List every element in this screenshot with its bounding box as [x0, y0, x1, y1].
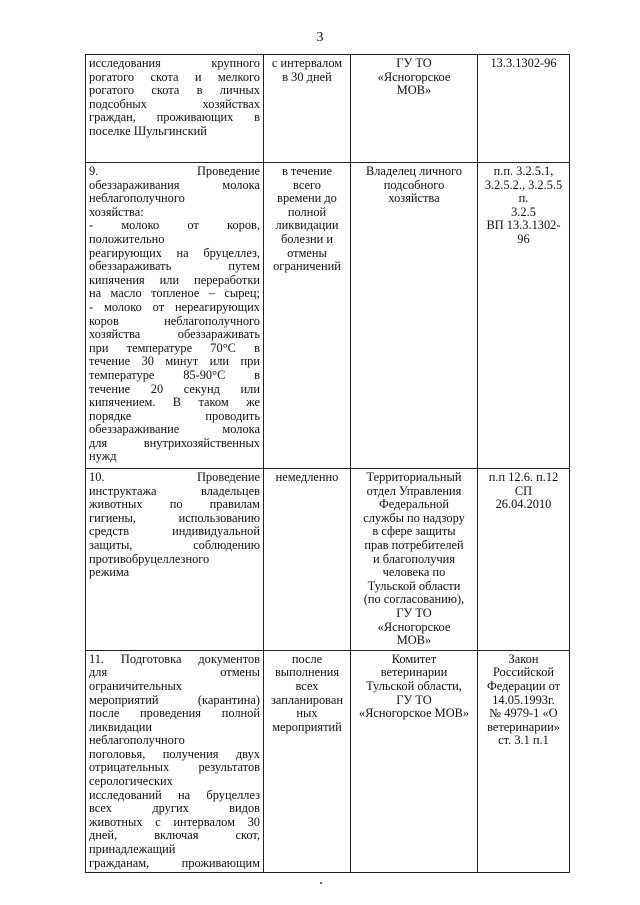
cell-text-line: ветеринарии — [380, 665, 448, 680]
cell-text-line: течение 30 минут или при — [89, 354, 260, 369]
cell-text-line: в сфере защиты — [372, 524, 456, 539]
cell-text-line: Комитет — [391, 651, 437, 666]
cell-text-line: в течение — [281, 164, 333, 178]
cell-text-line: противобруцеллезного — [89, 551, 210, 566]
table-row — [86, 650, 570, 873]
cell-text-line: 3.2.5 — [511, 204, 536, 219]
cell-text-line: гигиены, использованию — [89, 510, 260, 525]
cell-text-line: немедленно — [275, 470, 339, 484]
cell-text-line: Территориальный — [366, 470, 462, 484]
task-cell — [86, 55, 264, 163]
cell-text-line: серологических — [89, 774, 173, 789]
cell-text-line: Закон — [508, 651, 539, 666]
task-cell — [86, 650, 264, 873]
cell-text-line: для внутрихозяйственных — [89, 435, 260, 450]
basis-cell — [478, 650, 570, 873]
cell-text-line: ГУ ТО — [396, 605, 432, 620]
cell-text-line: Федерации от — [486, 678, 561, 693]
cell-text-line: для отмены — [89, 665, 260, 680]
cell-text-line: рогатого скота и мелкого — [89, 69, 260, 84]
executor-cell — [351, 163, 478, 469]
cell-text-line: всего — [293, 177, 321, 192]
cell-text-line: МОВ» — [396, 83, 432, 98]
cell-text-line: болезни и — [280, 231, 334, 246]
cell-text-line: ликвидации — [275, 218, 339, 233]
cell-text-line: Федеральной — [378, 497, 450, 512]
cell-text-line: 13.3.1302-96 — [490, 56, 557, 70]
cell-text-line: гражданам, проживающим — [89, 855, 260, 870]
scan-speck — [320, 882, 322, 884]
cell-text-line: всех — [295, 678, 319, 693]
page-number: 3 — [316, 30, 324, 45]
cell-text-line: 14.05.1993г. — [492, 692, 555, 707]
cell-text-line: хозяйства обеззараживать — [89, 327, 260, 342]
cell-text-line: поголовья, получения двух — [89, 746, 260, 761]
cell-text-line: подсобного — [383, 177, 445, 192]
cell-text-line: граждан, проживающих в — [89, 110, 260, 125]
cell-text-line: хозяйства — [388, 191, 440, 206]
cell-text-line: неблагополучного — [89, 191, 185, 206]
cell-text-line: ликвидации — [89, 719, 153, 734]
cell-text-line: мероприятий — [272, 719, 342, 734]
cell-text-line: «Ясногорское МОВ» — [358, 706, 470, 721]
executor-cell — [351, 469, 478, 651]
cell-text-line: животных по правилам — [89, 497, 260, 512]
table-row — [86, 163, 570, 469]
cell-text-line: 11. Подготовка документов — [89, 651, 260, 666]
cell-text-line: ограничительных — [89, 678, 182, 693]
cell-text-line: № 4979-1 «О — [489, 706, 558, 721]
task-cell — [86, 469, 264, 651]
cell-text-line: обеззараживания молока — [89, 177, 260, 192]
cell-text-line: дней, включая скот, — [89, 828, 260, 843]
task-cell — [86, 163, 264, 469]
cell-text-line: рогатого скота в личных — [89, 83, 260, 98]
cell-text-line: службы по надзору — [363, 510, 465, 525]
cell-text-line: ветеринарии» — [487, 719, 560, 734]
cell-text-line: в 30 дней — [282, 69, 332, 84]
cell-text-line: мероприятий (карантина) — [89, 692, 260, 707]
cell-text-line: средств индивидуальной — [89, 524, 260, 539]
cell-text-line: отмены — [287, 245, 327, 260]
cell-text-line: ГУ ТО — [396, 56, 432, 70]
cell-text-line: выполнения — [274, 665, 340, 680]
cell-text-line: 10. Проведение — [89, 470, 260, 484]
cell-text-line: всех других видов — [89, 801, 260, 816]
cell-text-line: времени до — [277, 191, 337, 206]
executor-cell — [351, 55, 478, 163]
cell-text-line: инструктажа владельцев — [89, 483, 260, 498]
cell-text-line: ВП 13.3.1302-96 — [486, 218, 561, 246]
basis-cell — [478, 55, 570, 163]
cell-text-line: «Ясногорское — [377, 69, 451, 84]
cell-text-line: МОВ» — [396, 633, 432, 648]
cell-text-line: кипячения или переработки — [89, 272, 260, 287]
cell-text-line: запланирован — [270, 692, 343, 707]
cell-text-line: хозяйства: — [89, 204, 144, 219]
cell-text-line: подсобных хозяйствах — [89, 96, 260, 111]
measures-table — [85, 54, 570, 873]
cell-text-line: неблагополучного — [89, 733, 185, 748]
cell-text-line: ст. 3.1 п.1 — [498, 733, 549, 748]
cell-text-line: животных с интервалом 30 — [89, 814, 260, 829]
cell-text-line: режима — [89, 565, 130, 580]
cell-text-line: принадлежащий — [89, 842, 176, 857]
cell-text-line: обеззараживать путем — [89, 259, 260, 274]
table-row — [86, 469, 570, 651]
cell-text-line: отрицательных результатов — [89, 760, 260, 775]
cell-text-line: - молоко от нереагирующих — [89, 299, 260, 314]
basis-cell — [478, 469, 570, 651]
term-cell — [264, 469, 351, 651]
cell-text-line: ных — [296, 706, 318, 721]
executor-cell — [351, 650, 478, 873]
cell-text-line: кипячением. В таком же — [89, 395, 260, 410]
cell-text-line: человека по — [382, 565, 446, 580]
cell-text-line: Тульской области — [367, 578, 461, 593]
cell-text-line: защиты, соблюдению — [89, 537, 260, 552]
cell-text-line: ограничений — [273, 259, 341, 274]
cell-text-line: 26.04.2010 — [495, 497, 552, 512]
cell-text-line: «Ясногорское — [377, 619, 451, 634]
cell-text-line: коров неблагополучного — [89, 313, 260, 328]
cell-text-line: ГУ ТО — [396, 692, 432, 707]
cell-text-line: после — [291, 651, 323, 666]
cell-text-line: с интервалом — [271, 56, 343, 70]
cell-text-line: отдел Управления — [366, 483, 462, 498]
cell-text-line: температуре 85-90°С в — [89, 367, 260, 382]
cell-text-line: 9. Проведение — [89, 164, 260, 178]
cell-text-line: положительно — [89, 231, 165, 246]
cell-text-line: п.п 12.6. п.12 СП — [488, 470, 559, 498]
cell-text-line: полной — [287, 204, 327, 219]
cell-text-line: порядке проводить — [89, 408, 260, 423]
cell-text-line: и благополучия — [373, 551, 455, 566]
term-cell — [264, 650, 351, 873]
term-cell — [264, 163, 351, 469]
cell-text-line: Российской — [492, 665, 555, 680]
basis-cell — [478, 163, 570, 469]
cell-text-line: на масло топленое – сырец; — [89, 286, 260, 301]
cell-text-line: нужд — [89, 449, 117, 464]
cell-text-line: обеззараживание молока — [89, 422, 260, 437]
cell-text-line: исследований на бруцеллез — [89, 787, 260, 802]
table-row — [86, 55, 570, 163]
cell-text-line: поселке Шульгинский — [89, 123, 207, 138]
cell-text-line: прав потребителей — [364, 537, 464, 552]
cell-text-line: Владелец личного — [365, 164, 462, 178]
cell-text-line: при температуре 70°С в — [89, 340, 260, 355]
cell-text-line: (по согласованию), — [363, 592, 465, 607]
cell-text-line: - молоко от коров, — [89, 218, 260, 233]
cell-text-line: после проведения полной — [89, 706, 260, 721]
cell-text-line: течение 20 секунд или — [89, 381, 260, 396]
term-cell — [264, 55, 351, 163]
cell-text-line: 3.2.5.2., 3.2.5.5 п. — [484, 177, 563, 206]
cell-text-line: исследования крупного — [89, 56, 260, 70]
cell-text-line: Тульской области, — [366, 678, 462, 693]
cell-text-line: реагирующих на бруцеллез, — [89, 245, 260, 260]
cell-text-line: п.п. 3.2.5.1, — [493, 164, 554, 178]
